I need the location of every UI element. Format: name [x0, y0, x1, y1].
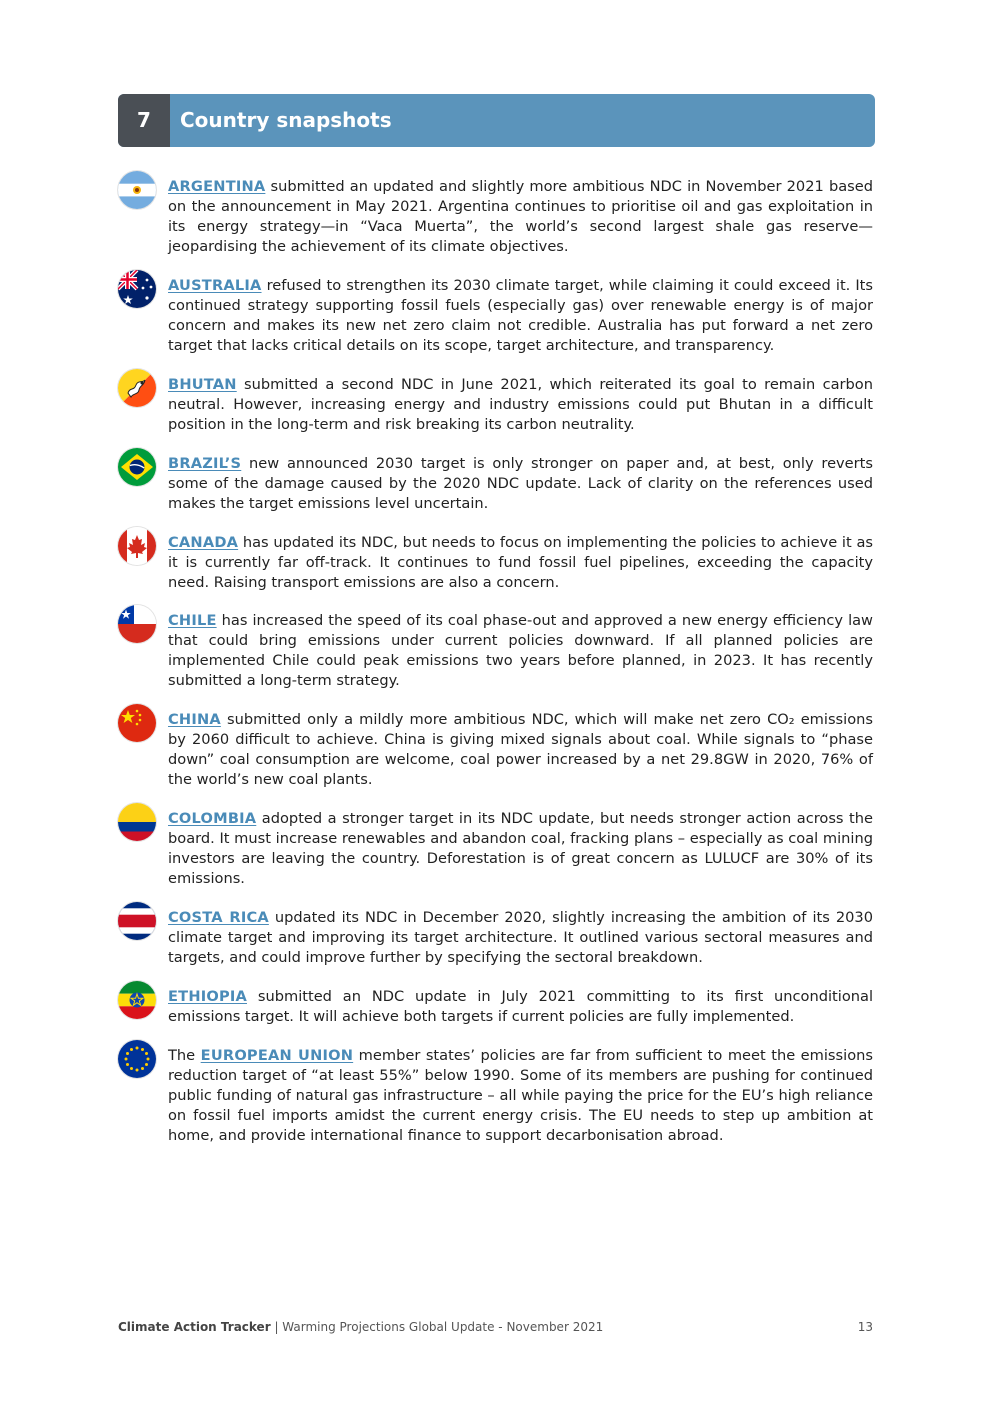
entry-text — [168, 533, 873, 593]
footer-org: Climate Action Tracker — [118, 1320, 271, 1334]
entry-body: has updated its NDC, but needs to focus on implementing the policies to achieve it as it is currently far off-track. It continues to fund fossil fuel pipelines, exceeding the capacity need. Raising transport emissions are also a concern. — [168, 534, 873, 591]
entry-text — [168, 177, 873, 257]
australia-flag-icon — [118, 270, 156, 308]
country-link-costa-rica[interactable]: COSTA RICA — [168, 909, 269, 926]
chile-flag-icon — [118, 605, 156, 643]
entry-text — [168, 611, 873, 691]
entry-text — [168, 276, 873, 356]
entry-body: has increased the speed of its coal phase-out and approved a new energy efficiency law that could bring emissions under current policies downward. If all planned policies are implemented Chile could peak emissions two years before planned, in 2023. It has recently submitted a long-term strategy. — [168, 612, 873, 689]
entry-prefix: The — [168, 1047, 201, 1064]
page-footer — [118, 1320, 875, 1336]
ethiopia-flag-icon — [118, 981, 156, 1019]
country-link-european-union[interactable]: EUROPEAN UNION — [200, 1047, 354, 1064]
country-link-china[interactable]: CHINA — [168, 711, 221, 728]
eu-flag-icon — [118, 1040, 156, 1078]
page-number: 13 — [857, 1320, 873, 1334]
entry-text — [168, 908, 873, 968]
country-link-bhutan[interactable]: BHUTAN — [168, 376, 237, 393]
china-flag-icon — [118, 704, 156, 742]
country-link-australia[interactable]: AUSTRALIA — [168, 277, 262, 294]
entry-body: submitted an NDC update in July 2021 committing to its first unconditional emissions target. It will achieve both targets if current policies are fully implemented. — [168, 988, 873, 1025]
country-link-argentina[interactable]: ARGENTINA — [168, 178, 266, 195]
brazil-flag-icon — [118, 448, 156, 486]
entry-text — [168, 987, 873, 1027]
footer-publication: Warming Projections Global Update - November 2021 — [282, 1320, 604, 1334]
entry-body: submitted an updated and slightly more ambitious NDC in November 2021 based on the announcement in May 2021. Argentina continues to prioritise oil and gas exploitation in its energy strategy—in “Vaca Muerta”, the world’s second largest shale gas reserve—jeopardising the achievement of its climate objectives. — [168, 178, 873, 255]
footer-separator: | — [270, 1320, 283, 1334]
entry-text — [168, 375, 873, 435]
country-link-brazil[interactable]: BRAZIL’S — [168, 455, 242, 472]
section-number: 7 — [118, 94, 170, 147]
entry-body: submitted a second NDC in June 2021, which reiterated its goal to remain carbon neutral. However, increasing energy and industry emissions could put Bhutan in a difficult position in the long-term and risk breaking its carbon neutrality. — [168, 376, 873, 433]
entry-body: member states’ policies are far from sufficient to meet the emissions reduction target of “at least 55%” below 1990. Some of its members are pushing for continued public funding of natural gas infrastructure – all while paying the price for the EU’s high reliance on fossil fuel imports amidst the current energy crisis. The EU needs to step up ambition at home, and provide international finance to support decarbonisation abroad. — [168, 1047, 873, 1144]
country-link-chile[interactable]: CHILE — [168, 612, 217, 629]
country-link-ethiopia[interactable]: ETHIOPIA — [168, 988, 247, 1005]
section-header — [118, 94, 875, 147]
entry-text — [168, 454, 873, 514]
entry-text — [168, 1046, 873, 1146]
costa-rica-flag-icon — [118, 902, 156, 940]
entry-body: new announced 2030 target is only stronger on paper and, at best, only reverts some of the damage caused by the 2020 NDC update. Lack of clarity on the references used makes the target emissions level uncertain. — [168, 455, 873, 512]
country-link-canada[interactable]: CANADA — [168, 534, 239, 551]
colombia-flag-icon — [118, 803, 156, 841]
argentina-flag-icon — [118, 171, 156, 209]
bhutan-flag-icon — [118, 369, 156, 407]
entry-text — [168, 809, 873, 889]
entry-body: submitted only a mildly more ambitious NDC, which will make net zero CO₂ emissions by 2060 difficult to achieve. China is giving mixed signals about coal. While signals to “phase down” coal consumption are welcome, coal power increased by a net 29.8GW in 2020, 76% of the world’s new coal plants. — [168, 711, 873, 788]
section-title: Country snapshots — [180, 108, 392, 132]
entry-body: updated its NDC in December 2020, slightly increasing the ambition of its 2030 climate target and improving its target architecture. It outlined various sectoral measures and targets, and could improve further by specifying the sectoral breakdown. — [168, 909, 873, 966]
entry-body: adopted a stronger target in its NDC update, but needs stronger action across the board. It must increase renewables and abandon coal, fracking plans – especially as coal mining investors are leaving the country. Deforestation is of great concern as LULUCF are 30% of its emissions. — [168, 810, 873, 887]
entry-body: refused to strengthen its 2030 climate target, while claiming it could exceed it. Its continued strategy supporting fossil fuels (especially gas) over renewable energy is of major concern and makes its new net zero claim not credible. Australia has put forward a net zero target that lacks critical details on its scope, target architecture, and transparency. — [168, 277, 873, 354]
entry-text — [168, 710, 873, 790]
country-link-colombia[interactable]: COLOMBIA — [168, 810, 257, 827]
canada-flag-icon — [118, 527, 156, 565]
